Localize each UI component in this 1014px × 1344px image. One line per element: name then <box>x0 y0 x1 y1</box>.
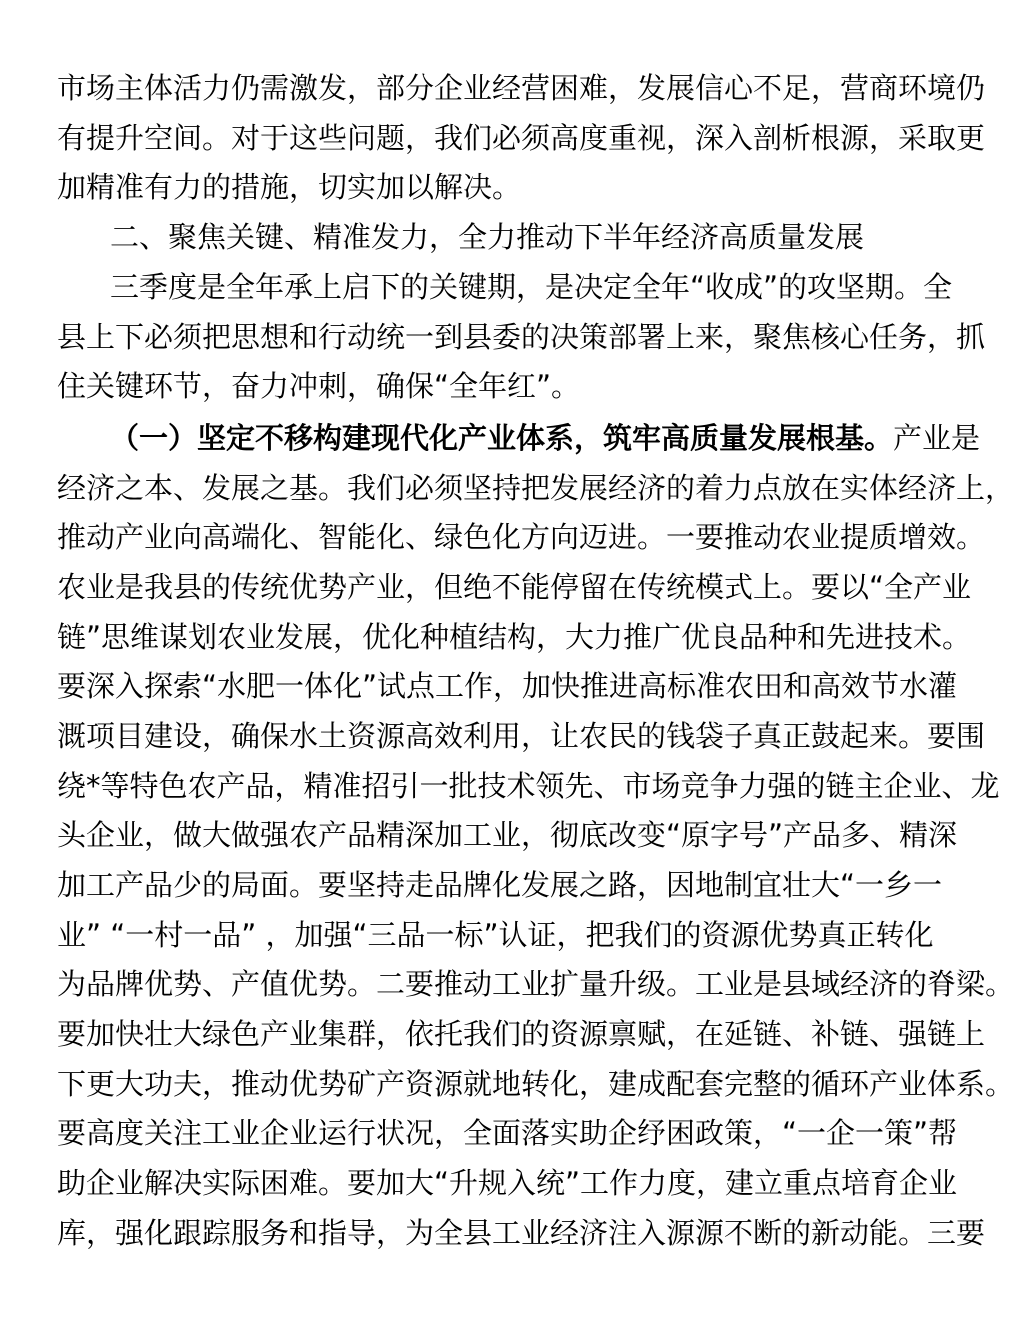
text-line: 有提升空间。对于这些问题，我们必须高度重视，深入剖析根源，采取更 <box>57 121 986 155</box>
subsection-heading: （一）坚定不移构建现代化产业体系，筑牢高质量发展根基。 <box>110 421 894 455</box>
text-line: 业” “一村一品” ，加强“三品一标”认证，把我们的资源优势真正转化 <box>57 918 934 952</box>
text-line: 县上下必须把思想和行动统一到县委的决策部署上来，聚焦核心任务，抓 <box>57 320 986 354</box>
text-line: 要深入探索“水肥一体化”试点工作，加快推进高标准农田和高效节水灌 <box>57 669 958 703</box>
text-line: 助企业解决实际困难。要加大“升规入统”工作力度，建立重点培育企业 <box>57 1166 958 1200</box>
text-line: 库，强化跟踪服务和指导，为全县工业经济注入源源不断的新动能。三要 <box>57 1216 986 1250</box>
subsection-heading-line <box>110 418 980 458</box>
heading-tail: 产业是 <box>893 421 981 455</box>
text-line: 要加快壮大绿色产业集群，依托我们的资源禀赋，在延链、补链、强链上 <box>57 1017 986 1051</box>
text-line: 为品牌优势、产值优势。二要推动工业扩量升级。工业是县域经济的脊梁。 <box>57 967 1014 1001</box>
text-line: 农业是我县的传统优势产业，但绝不能停留在传统模式上。要以“全产业 <box>57 570 972 604</box>
text-line: 住关键环节，奋力冲刺，确保“全年红”。 <box>57 369 581 403</box>
text-line: 加精准有力的措施，切实加以解决。 <box>57 170 522 204</box>
text-line: 推动产业向高端化、智能化、绿色化方向迈进。一要推动农业提质增效。 <box>57 520 986 554</box>
text-line: 溉项目建设，确保水土资源高效利用，让农民的钱袋子真正鼓起来。要围 <box>57 719 986 753</box>
text-line: 三季度是全年承上启下的关键期，是决定全年“收成”的攻坚期。全 <box>110 270 953 304</box>
text-line: 经济之本、发展之基。我们必须坚持把发展经济的着力点放在实体经济上， <box>57 471 1014 505</box>
text-line: 加工产品少的局面。要坚持走品牌化发展之路，因地制宜壮大“一乡一 <box>57 868 943 902</box>
text-line: 市场主体活力仍需激发，部分企业经营困难，发展信心不足，营商环境仍 <box>57 71 986 105</box>
text-line: 绕*等特色农产品，精准招引一批技术领先、市场竞争力强的链主企业、龙 <box>57 769 1000 803</box>
text-line: 下更大功夫，推动优势矿产资源就地转化，建成配套完整的循环产业体系。 <box>57 1067 1014 1101</box>
text-line: 要高度关注工业企业运行状况，全面落实助企纾困政策，“一企一策”帮 <box>57 1116 958 1150</box>
section-heading: 二、聚焦关键、精准发力，全力推动下半年经济高质量发展 <box>110 220 865 254</box>
text-line: 链”思维谋划农业发展，优化种植结构，大力推广优良品种和先进技术。 <box>57 620 972 654</box>
text-line: 头企业，做大做强农产品精深加工业，彻底改变“原字号”产品多、精深 <box>57 818 958 852</box>
